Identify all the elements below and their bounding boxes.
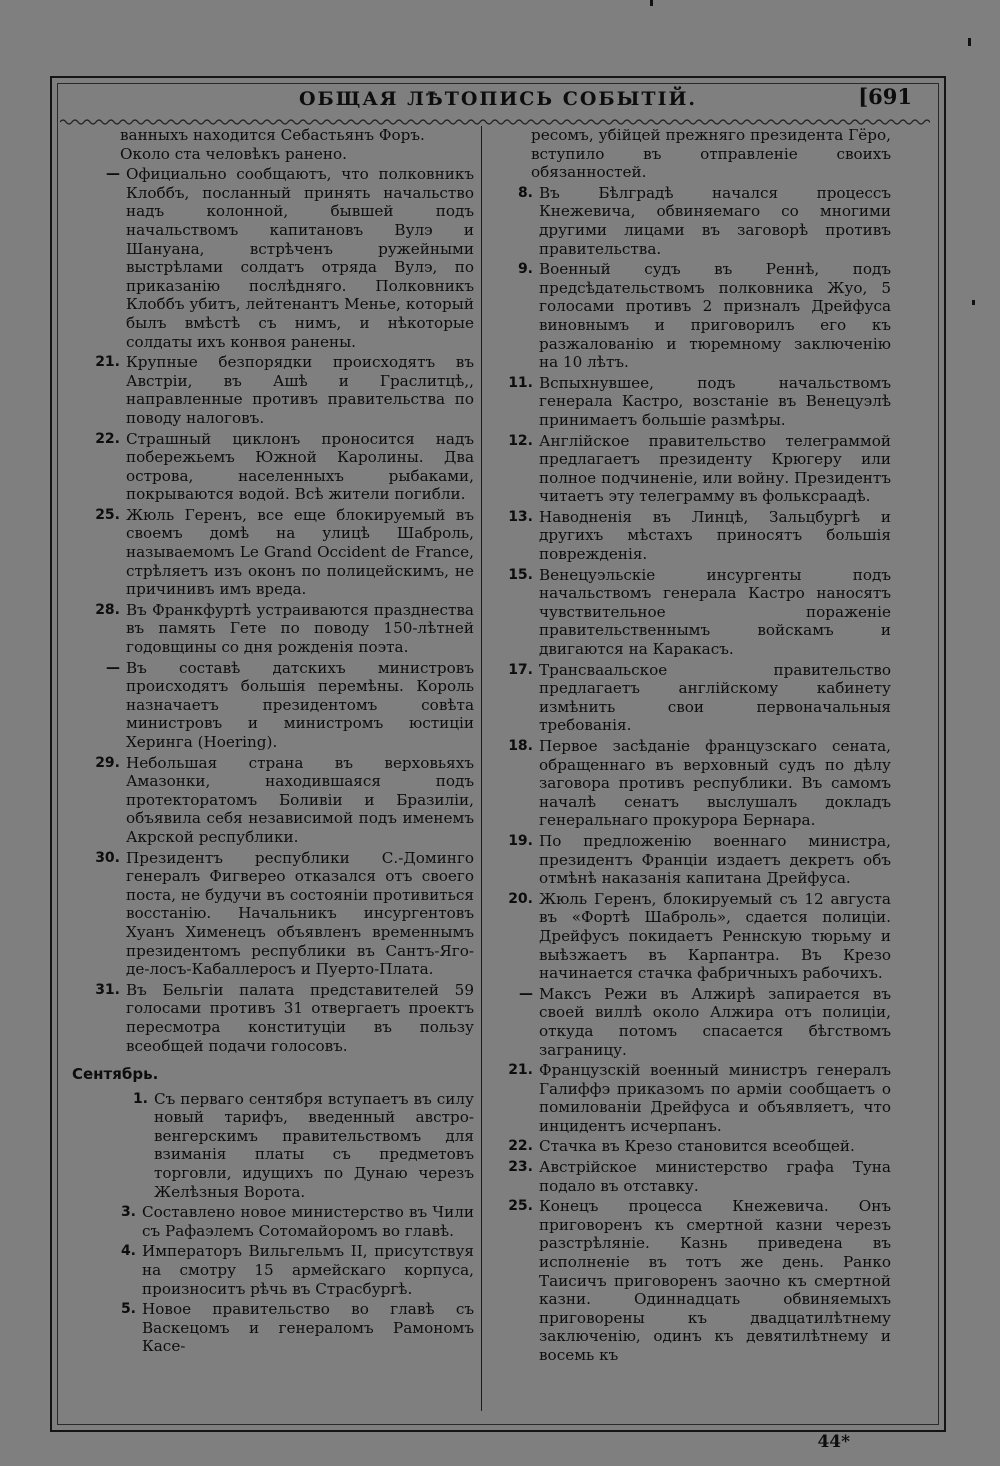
right-entry <box>493 661 891 735</box>
entry-text: Новое правительство во главѣ съ Васкецомъ и генераломъ Рамономъ Касе- <box>142 1300 474 1356</box>
entry-date: 23. <box>508 1159 533 1176</box>
entry-date: 8. <box>517 184 533 201</box>
entry-date: 12. <box>508 432 533 449</box>
entry-date: 3. <box>120 1204 136 1221</box>
page-header <box>60 84 936 120</box>
entry-text: Австрійское министерство графа Туна подало въ отставку. <box>539 1158 891 1195</box>
entry-text: Съ перваго сентября вступаетъ въ силу новый тарифъ, введенный австро-венгерскимъ правительствомъ для взиманія платы съ предметовъ торговли, идущихъ по Дунаю черезъ Желѣзныя Ворота. <box>154 1089 474 1201</box>
scan-speck <box>972 300 975 305</box>
entry-date: — <box>519 985 533 1002</box>
entry-text: Стачка въ Крезо становится всеобщей. <box>539 1137 855 1156</box>
left-intro <box>72 126 474 163</box>
column-divider <box>481 126 482 1411</box>
right-entry <box>493 1158 891 1195</box>
right-intro-text: ресомъ, убійцей прежняго президента Гёро, вступило въ отправленіе своихъ обязанностей. <box>531 126 891 182</box>
right-entry <box>493 890 891 983</box>
entry-date: 30. <box>95 849 120 866</box>
entry-text: Наводненія въ Линцѣ, Зальцбургѣ и другихъ мѣстахъ приносятъ большія поврежденія. <box>539 507 891 564</box>
right-entry <box>493 566 891 659</box>
entry-date: 21. <box>95 354 120 371</box>
entry-date: 29. <box>95 754 120 771</box>
right-entry <box>493 832 891 888</box>
entry-text: Конецъ процесса Кнежевича. Онъ приговоренъ къ смертной казни черезъ разстрѣляніе. Казнь приведена въ исполненіе въ тотъ же день. Ранко Таисичъ приговоренъ заочно къ смертной казни. Одиннадцать обвиняемыхъ приговорены къ двадцатилѣтнему заключенію, одинъ къ девятилѣтнему и восемь къ <box>539 1197 891 1364</box>
right-entry <box>493 1061 891 1135</box>
left-intro-line-2: Около ста человѣкъ ранено. <box>120 144 347 163</box>
scan-speck <box>650 0 653 6</box>
right-entry <box>493 432 891 506</box>
entry-date: 22. <box>508 1138 533 1155</box>
entry-text: Въ составѣ датскихъ министровъ происходятъ большія перемѣны. Король назначаетъ президентомъ совѣта министровъ и министромъ юстиціи Херинга (Hoering). <box>126 658 474 751</box>
entry-date: 17. <box>508 661 533 678</box>
entry-date: 21. <box>508 1062 533 1079</box>
entry-date: — <box>106 659 120 676</box>
left-entry <box>72 601 474 657</box>
entry-text: Жюль Геренъ, все еще блокируемый въ своемъ домѣ на улицѣ Шаброль, называемомъ Le Grand Occident de France, стрѣляетъ изъ оконъ по полицейскимъ, не причинивъ имъ вреда. <box>126 505 474 599</box>
left-entry <box>72 430 474 504</box>
entry-text: Въ Бельгіи палата представителей 59 голосами противъ 31 отвергаетъ проектъ пересмотра конституціи въ пользу всеобщей подачи голосовъ. <box>126 980 474 1055</box>
entry-date: 1. <box>132 1090 148 1107</box>
entry-text: Въ Бѣлградѣ начался процессъ Кнежевича, обвиняемаго со многими другими лицами въ заговорѣ противъ правительства. <box>539 183 891 258</box>
left-entry <box>72 981 474 1055</box>
right-entry <box>493 737 891 830</box>
entry-date: 20. <box>508 890 533 907</box>
right-entry <box>493 508 891 564</box>
entry-text: Англійское правительство телеграммой предлагаетъ президенту Крюгеру или полное подчиненіе, или войну. Президентъ читаетъ эту телеграмму въ фольксраадѣ. <box>539 431 891 506</box>
entry-date: 28. <box>95 601 120 618</box>
signature-mark: 44* <box>817 1432 850 1452</box>
left-entry <box>72 353 474 427</box>
entry-text: По предложенію военнаго министра, президентъ Франціи издаетъ декретъ объ отмѣнѣ наказанія капитана Дрейфуса. <box>539 831 891 888</box>
september-entry <box>72 1242 474 1298</box>
entry-text: Трансваальское правительство предлагаетъ англійскому кабинету измѣнить свои первоначальныя требованія. <box>539 660 891 735</box>
entry-text: Венецуэльскіе инсургенты подъ начальствомъ генерала Кастро наносятъ чувствительное пораженіе правительственнымъ войскамъ и двигаются на Каракасъ. <box>539 565 891 659</box>
left-column <box>72 126 474 1358</box>
entry-text: Французскій военный министръ генералъ Галиффэ приказомъ по арміи сообщаетъ о помилованіи Дрейфуса и объявляетъ, что инцидентъ исчерпанъ. <box>539 1061 891 1135</box>
september-entry <box>72 1203 474 1240</box>
entry-text: Официально сообщаютъ, что полковникъ Клоббъ, посланный принять начальство надъ колонной, бывшей подъ начальствомъ капитановъ Вулэ и Шануана, встрѣченъ ружейными выстрѣлами солдатъ отряда Вулэ, по приказанію послѣдняго. Полковникъ Клоббъ убитъ, лейтенантъ Менье, который былъ вмѣстѣ съ нимъ, и нѣкоторые солдаты ихъ конвоя ранены. <box>126 165 474 351</box>
entry-date: 13. <box>508 508 533 525</box>
entry-text: Крупные безпорядки происходятъ въ Австріи, въ Ашѣ и Граслитцѣ,, направленные противъ правительства по поводу налоговъ. <box>126 353 474 427</box>
entry-date: 11. <box>508 374 533 391</box>
entry-date: 19. <box>508 832 533 849</box>
section-heading-september: Сентябрь. <box>72 1065 159 1084</box>
right-entry <box>493 260 891 372</box>
entry-text: Составлено новое министерство въ Чили съ Рафаэлемъ Сотомайоромъ во главѣ. <box>142 1203 474 1240</box>
entry-text: Максъ Режи въ Алжирѣ запирается въ своей виллѣ около Алжира отъ полиціи, откуда потомъ спасается бѣгствомъ заграницу. <box>539 984 891 1059</box>
entry-date: 9. <box>517 261 533 278</box>
right-entry <box>493 985 891 1059</box>
scan-speck <box>968 38 971 46</box>
entry-date: 25. <box>95 506 120 523</box>
entry-date: — <box>106 166 120 183</box>
right-entry <box>493 1137 891 1156</box>
entry-text: Небольшая страна въ верховьяхъ Амазонки, находившаяся подъ протекторатомъ Боливіи и Бразиліи, объявила себя независимой подъ именемъ Акрской республики. <box>126 753 474 846</box>
entry-text: Императоръ Вильгельмъ II, присутствуя на смотру 15 армейскаго корпуса, произноситъ рѣчь въ Страсбургѣ. <box>142 1242 474 1298</box>
left-entry <box>72 165 474 351</box>
page-title: ОБЩАЯ ЛѢТОПИСЬ СОБЫТІЙ. <box>298 88 698 110</box>
entry-text: Президентъ республики С.-Доминго генералъ Фигвереo отказался отъ своего поста, не будучи въ состояніи противиться восстанію. Начальникъ инсургентовъ Хуанъ Хименецъ объявленъ временнымъ президентомъ республики въ Сантъ-Яго-де-лосъ-Кабаллеросъ и Пуерто-Плата. <box>126 848 474 979</box>
right-entry <box>493 184 891 258</box>
entry-date: 15. <box>508 566 533 583</box>
left-entry <box>72 754 474 847</box>
left-entry <box>72 659 474 752</box>
entry-text: Въ Франкфуртѣ устраиваются празднества въ память Гете по поводу 150-лѣтней годовщины со дня рожденія поэта. <box>126 600 474 657</box>
entry-date: 31. <box>95 981 120 998</box>
entry-text: Военный судъ въ Реннѣ, подъ предсѣдательствомъ полковника Жуо, 5 голосами противъ 2 призналъ Дрейфуса виновнымъ и приговорилъ его къ разжалованію и тюремному заключенію на 10 лѣтъ. <box>539 260 891 372</box>
entry-text: Первое засѣданіе французскаго сената, обращеннаго въ верховный судъ по дѣлу заговора противъ республики. Въ самомъ началѣ сенатъ выслушалъ докладъ генеральнаго прокурора Бернара. <box>539 737 891 830</box>
right-intro <box>493 126 891 182</box>
entry-text: Страшный циклонъ проносится надъ побережьемъ Южной Каролины. Два острова, населенныхъ рыбаками, покрываются водой. Всѣ жители погибли. <box>126 429 474 504</box>
right-column <box>493 126 891 1367</box>
entry-text: Вспыхнувшее, подъ начальствомъ генерала Кастро, возстаніе въ Венецуэлѣ принимаетъ большіе размѣры. <box>539 373 891 429</box>
september-entry <box>72 1300 474 1356</box>
entry-date: 5. <box>120 1301 136 1318</box>
entry-date: 4. <box>120 1243 136 1260</box>
right-entry <box>493 1197 891 1364</box>
left-entry <box>72 506 474 599</box>
entry-date: 18. <box>508 738 533 754</box>
left-intro-line-1: ванныхъ находится Себастьянъ Форъ. <box>120 126 425 144</box>
entry-date: 25. <box>508 1198 533 1215</box>
september-entry <box>72 1090 474 1202</box>
left-entry <box>72 849 474 979</box>
right-entry <box>493 374 891 430</box>
entry-date: 22. <box>95 430 120 447</box>
entry-text: Жюль Геренъ, блокируемый съ 12 августа въ «Фортѣ Шаброль», сдается полиціи. Дрейфусъ покидаетъ Реннскую тюрьму и выѣзжаетъ въ Карпантра. Въ Крезо начинается стачка фабричныхъ рабочихъ. <box>539 889 891 983</box>
page-number: [691 <box>858 84 912 109</box>
